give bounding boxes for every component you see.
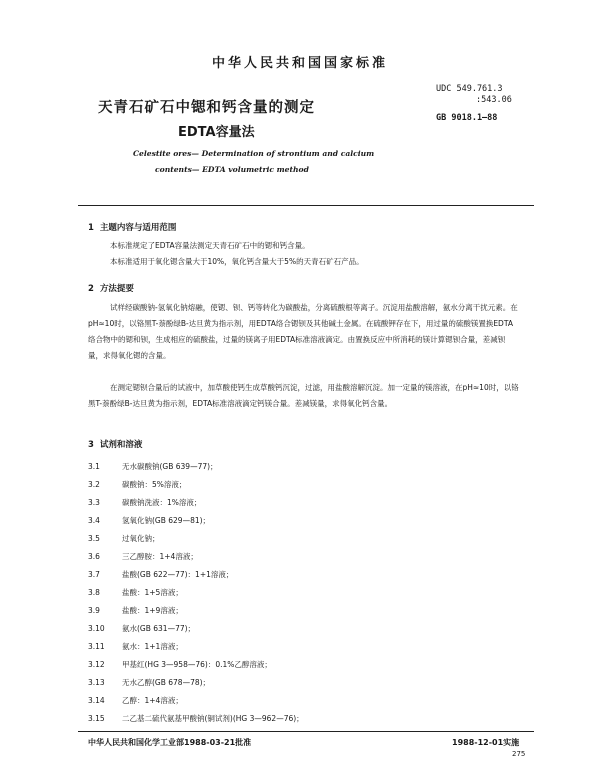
item-text: 盐酸：1+9溶液； — [122, 606, 183, 615]
udc-code: UDC 549.761.3 — [436, 84, 503, 94]
section-3-heading — [88, 438, 142, 450]
item-text: 盐酸：1+5溶液； — [122, 588, 183, 597]
item-number: 3.14 — [88, 696, 105, 705]
item-number: 3.2 — [88, 480, 100, 489]
section-title: 主题内容与适用范围 — [99, 223, 177, 233]
reagent-item — [88, 515, 210, 526]
reagent-item — [88, 551, 198, 562]
reagent-item — [88, 479, 186, 490]
item-text: 三乙醇胺：1+4溶液； — [122, 552, 198, 561]
item-number: 3.9 — [88, 606, 100, 615]
section-2-heading — [88, 282, 134, 294]
section-1-line-2: 本标准适用于氧化锶含量大于10%，氧化钙含量大于5%的天青石矿石产品。 — [110, 257, 364, 266]
item-number: 3.12 — [88, 660, 105, 669]
section-number: 2 — [88, 284, 94, 294]
reagent-item — [88, 533, 160, 544]
reagent-item — [88, 497, 201, 508]
item-text: 无水乙醇(GB 678—78)； — [122, 678, 211, 687]
footer-divider — [78, 731, 534, 732]
item-number: 3.7 — [88, 570, 100, 579]
approval-statement: 中华人民共和国化学工业部1988-03-21批准 — [88, 738, 252, 747]
english-title-line2: contents— EDTA volumetric method — [155, 165, 309, 174]
item-number: 3.13 — [88, 678, 105, 687]
reagent-item — [88, 641, 183, 652]
item-text: 氢氧化钠(GB 629—81)； — [122, 516, 211, 525]
section-2-paragraph-1: 试样经碳酸钠-氢氧化钠熔融，使锶、钡、钙等转化为碳酸盐，分离硫酸根等离子。沉淀用盐酸溶解，氨水分离干扰元素。在pH≈10时，以铬黑T-萘酚绿B-达旦黄为指示剂，用EDTA络合锶钡及其他碱土金属。在硫酸钾存在下，用过量的硫酸镁置换EDTA络合物中的锶和钡，生成相应的硫酸盐，过量的镁离子用EDTA标准溶液滴定。由置换反应中所消耗的镁计算锶钡合量，差减钡量，求得氧化锶的含量。 — [88, 303, 518, 360]
section-1-line-1: 本标准规定了EDTA容量法测定天青石矿石中的锶和钙含量。 — [110, 241, 310, 250]
item-text: 无水碳酸钠(GB 639—77)； — [122, 462, 218, 471]
section-title: 试剂和溶液 — [99, 440, 143, 450]
item-text: 碳酸钠洗液：1%溶液； — [122, 498, 202, 507]
item-number: 3.4 — [88, 516, 100, 525]
reagent-item — [88, 569, 233, 580]
section-number: 1 — [88, 223, 94, 233]
udc-code-suffix: :543.06 — [476, 95, 512, 105]
document-title: 天青石矿石中锶和钙含量的测定 — [98, 100, 315, 116]
item-number: 3.11 — [88, 642, 105, 651]
reagent-item — [88, 677, 210, 688]
reagent-item — [88, 713, 304, 724]
header-divider — [78, 205, 534, 206]
reagent-item — [88, 623, 195, 634]
section-title: 方法提要 — [99, 284, 134, 294]
section-1-heading — [88, 221, 176, 233]
reagent-item — [88, 659, 272, 670]
section-2-paragraph-2: 在测定锶钡合量后的试液中，加草酸使钙生成草酸钙沉淀，过滤，用盐酸溶解沉淀。加一定量的镁溶液，在pH≈10时，以铬黑T-萘酚绿B-达旦黄为指示剂，EDTA标准溶液滴定钙镁合量。差减镁量，求得氧化钙含量。 — [88, 383, 519, 408]
english-title-line1: Celestite ores— Determination of strontium and calcium — [133, 149, 375, 158]
item-text: 二乙基二硫代氨基甲酸钠(铜试剂)(HG 3—962—76)； — [122, 714, 304, 723]
reagent-item — [88, 695, 183, 706]
item-text: 碳酸钠：5%溶液； — [122, 480, 187, 489]
item-number: 3.8 — [88, 588, 100, 597]
section-number: 3 — [88, 440, 94, 450]
item-number: 3.10 — [88, 624, 105, 633]
item-text: 过氧化钠； — [122, 534, 160, 543]
gb-code: GB 9018.1—88 — [436, 113, 498, 123]
item-number: 3.3 — [88, 498, 100, 507]
item-number: 3.6 — [88, 552, 100, 561]
item-number: 3.15 — [88, 714, 105, 723]
effective-date: 1988-12-01实施 — [452, 738, 520, 747]
item-number: 3.5 — [88, 534, 100, 543]
item-text: 氨水(GB 631—77)； — [122, 624, 196, 633]
item-text: 乙醇：1+4溶液； — [122, 696, 183, 705]
item-text: 甲基红(HG 3—958—76)：0.1%乙醇溶液； — [122, 660, 272, 669]
item-text: 氨水：1+1溶液； — [122, 642, 183, 651]
document-subtitle: EDTA容量法 — [178, 125, 255, 140]
item-number: 3.1 — [88, 462, 100, 471]
national-standard-header: 中华人民共和国国家标准 — [211, 56, 388, 71]
reagent-item — [88, 587, 183, 598]
item-text: 盐酸(GB 622—77)：1+1溶液； — [122, 570, 234, 579]
reagent-item — [88, 461, 218, 472]
page-number: 275 — [512, 750, 526, 758]
reagent-item — [88, 605, 183, 616]
